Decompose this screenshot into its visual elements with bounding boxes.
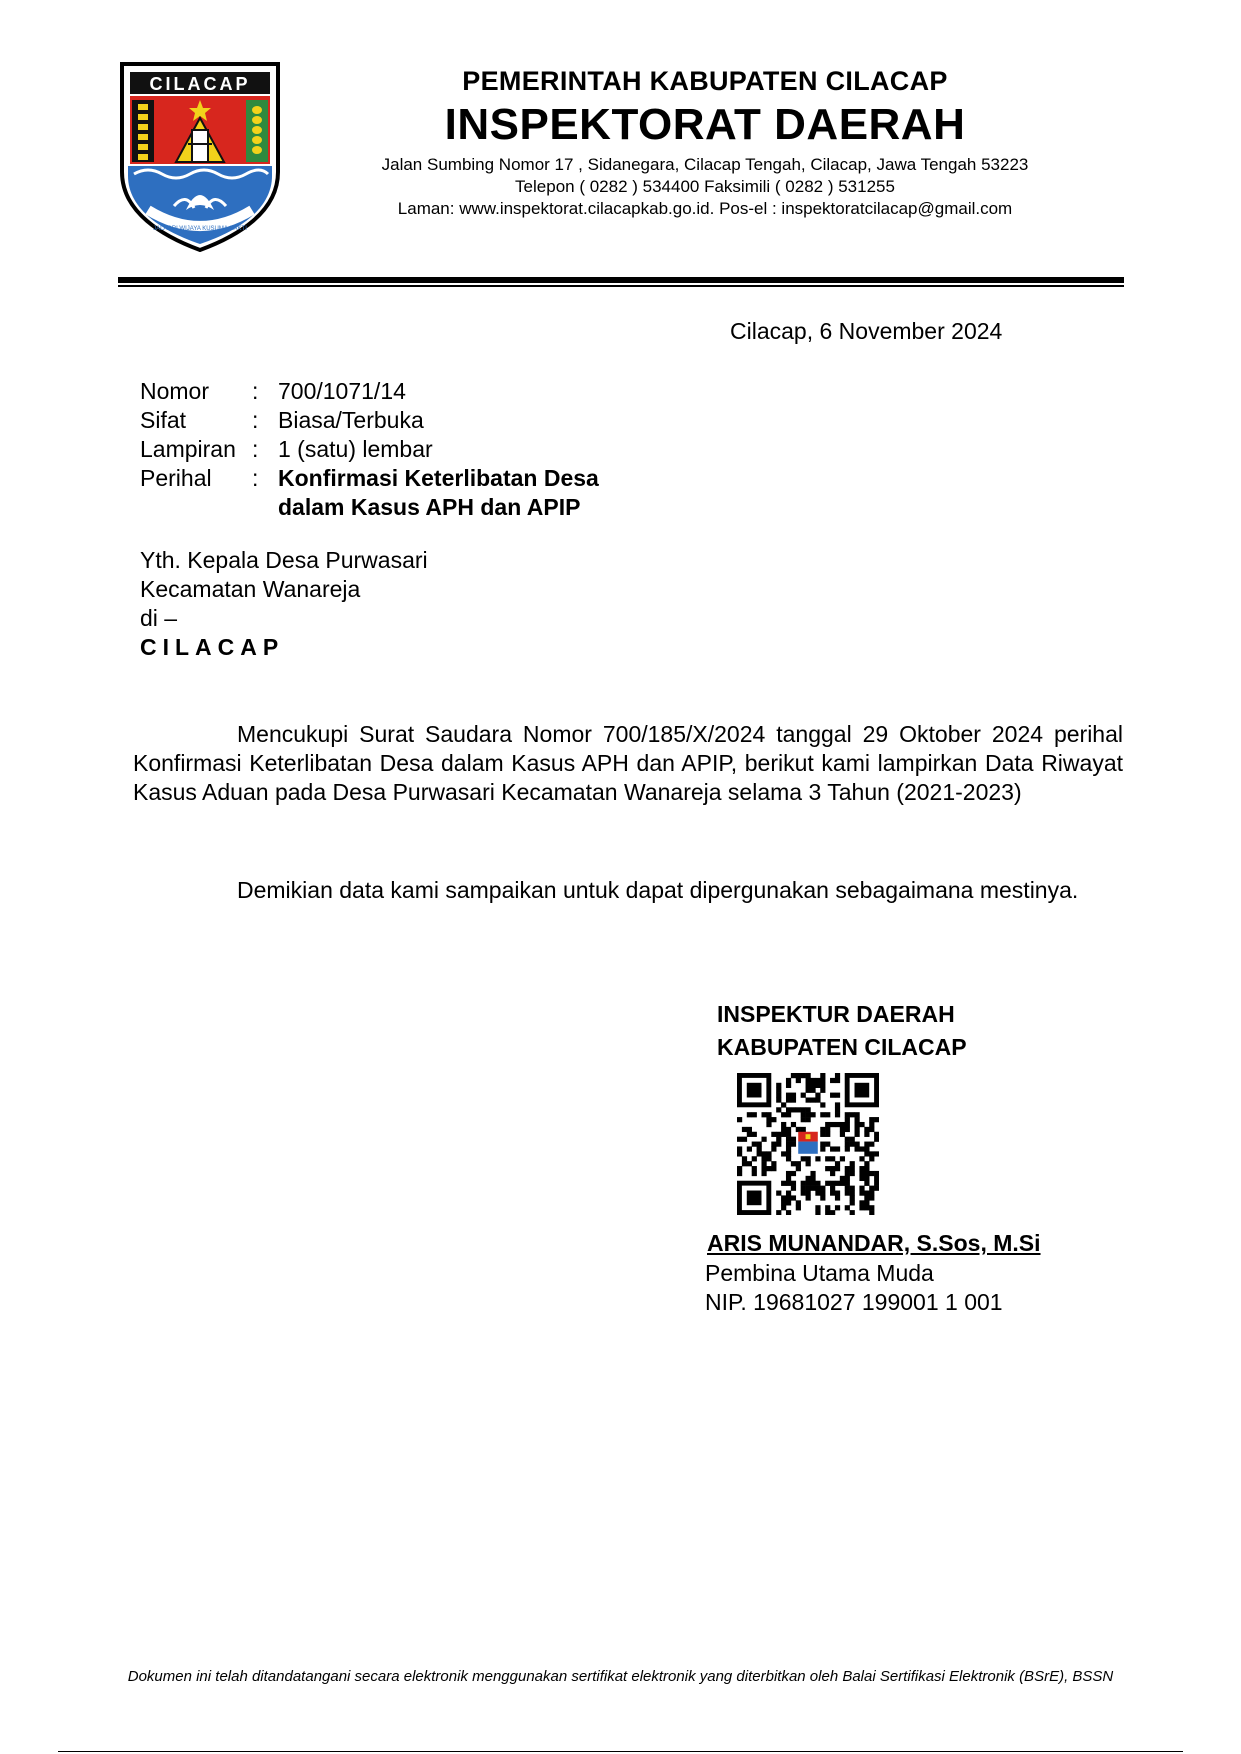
signatory-name: ARIS MUNANDAR, S.Sos, M.Si	[707, 1230, 1041, 1256]
subject-value: Konfirmasi Keterlibatan Desa dalam Kasus APH dan APIP	[278, 465, 599, 520]
meta-colon: :	[252, 407, 259, 433]
meta-label: Sifat	[140, 407, 187, 433]
recipient-line: di –	[140, 605, 178, 631]
meta-colon: :	[252, 378, 259, 404]
meta-colon: :	[252, 465, 259, 491]
regency-logo	[118, 60, 282, 252]
qr-code-icon	[737, 1073, 879, 1215]
website-email: Laman: www.inspektorat.cilacapkab.go.id. Pos-el : inspektoratcilacap@gmail.com	[397, 199, 1013, 218]
recipient-line: Yth. Kepala Desa Purwasari	[140, 547, 428, 573]
meta-value: Biasa/Terbuka	[278, 407, 424, 433]
meta-value: 700/1071/14	[278, 378, 406, 404]
signatory-details	[705, 1259, 1003, 1317]
recipient-block	[140, 546, 428, 662]
bottom-rule	[58, 1751, 1183, 1752]
meta-row-nature	[140, 406, 698, 435]
meta-row-subject	[140, 464, 698, 522]
letterhead-divider	[118, 277, 1124, 283]
meta-label: Perihal	[140, 465, 212, 491]
signatory-title-line: KABUPATEN CILACAP	[717, 1034, 967, 1060]
signatory-title	[717, 998, 967, 1064]
meta-label: Nomor	[140, 378, 210, 404]
recipient-city: CILACAP	[140, 634, 285, 660]
office-address: Jalan Sumbing Nomor 17 , Sidanegara, Cilacap Tengah, Cilacap, Jawa Tengah 53223	[381, 155, 1029, 174]
phone-fax: Telepon ( 0282 ) 534400 Faksimili ( 0282 ) 531255	[515, 177, 895, 196]
meta-value: 1 (satu) lembar	[278, 436, 433, 462]
cilacap-coat-of-arms-icon	[118, 60, 282, 252]
letterhead-contact	[290, 154, 1120, 220]
body-paragraph-2: Demikian data kami sampaikan untuk dapat dipergunakan sebagaimana mestinya.	[237, 877, 1079, 903]
logo-motto-text: JALADRI WIJAYA KUSUMA CAKTI	[153, 226, 247, 232]
meta-row-attachment	[140, 435, 698, 464]
agency-name: INSPEKTORAT DAERAH	[444, 100, 966, 149]
recipient-line: Kecamatan Wanareja	[140, 576, 361, 602]
meta-colon: :	[252, 436, 259, 462]
signatory-rank: Pembina Utama Muda	[705, 1260, 934, 1286]
electronic-signature-note: Dokumen ini telah ditandatangani secara elektronik menggunakan sertifikat elektronik yang diterbitkan oleh Balai Sertifikasi Elektronik (BSrE), BSSN	[127, 1668, 1114, 1685]
government-name: PEMERINTAH KABUPATEN CILACAP	[462, 66, 948, 96]
e-signature-qr-code	[737, 1073, 879, 1215]
meta-row-number	[140, 377, 698, 406]
signatory-title-line: INSPEKTUR DAERAH	[717, 1001, 955, 1027]
logo-name-text: CILACAP	[149, 74, 251, 94]
place-date: Cilacap, 6 November 2024	[730, 318, 1003, 344]
body-paragraph-1: Mencukupi Surat Saudara Nomor 700/185/X/2024 tanggal 29 Oktober 2024 perihal Konfirmasi Keterlibatan Desa dalam Kasus APH dan APIP, berikut kami lampirkan Data Riwayat Kasus Aduan pada Desa Purwasari Kecamatan Wanareja selama 3 Tahun (2021-2023)	[133, 721, 1123, 805]
letter-meta	[140, 377, 698, 522]
letterhead-divider-thin	[118, 285, 1124, 287]
meta-label: Lampiran	[140, 436, 236, 462]
signatory-nip: NIP. 19681027 199001 1 001	[705, 1289, 1003, 1315]
